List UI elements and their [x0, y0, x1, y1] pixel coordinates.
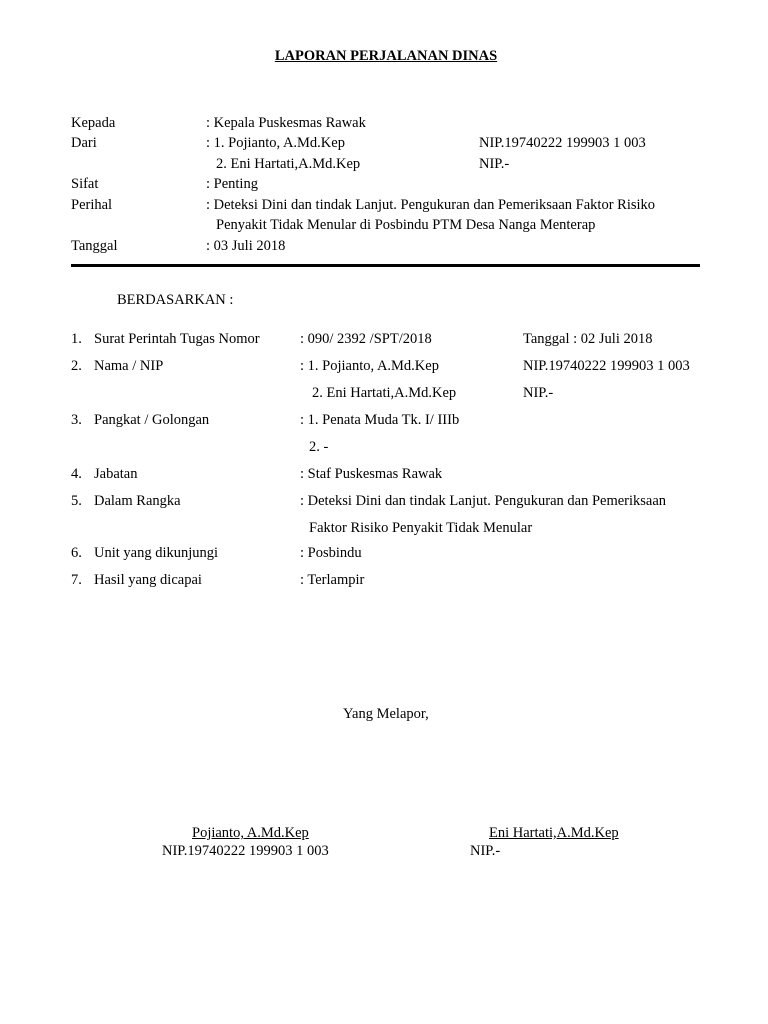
- sifat-value: : Penting: [206, 176, 258, 192]
- tanggal-label: Tanggal: [71, 238, 118, 254]
- item-4-number: 4.: [71, 466, 82, 482]
- sifat-label: Sifat: [71, 176, 99, 192]
- item-6-label: Unit yang dikunjungi: [94, 545, 219, 561]
- item-4-label: Jabatan: [94, 466, 138, 482]
- signer-2-nip: NIP.-: [470, 843, 501, 859]
- kepada-label: Kepada: [71, 115, 116, 131]
- item-3-label: Pangkat / Golongan: [94, 412, 210, 428]
- item-5-number: 5.: [71, 493, 82, 509]
- item-5-value-2: Faktor Risiko Penyakit Tidak Menular: [309, 520, 533, 536]
- tanggal-value: : 03 Juli 2018: [206, 238, 286, 254]
- item-5-value-1: : Deteksi Dini dan tindak Lanjut. Pengukuran dan Pemeriksaan: [300, 493, 667, 509]
- item-2-nip-1: NIP.19740222 199903 1 003: [523, 358, 690, 374]
- item-5-label: Dalam Rangka: [94, 493, 181, 509]
- item-7-number: 7.: [71, 572, 82, 588]
- item-1-number: 1.: [71, 331, 82, 347]
- item-2-number: 2.: [71, 358, 82, 374]
- signer-1-nip: NIP.19740222 199903 1 003: [162, 843, 329, 859]
- item-3-value-1: : 1. Penata Muda Tk. I/ IIIb: [300, 412, 460, 428]
- item-6-value: : Posbindu: [300, 545, 362, 561]
- dari-label: Dari: [71, 135, 97, 151]
- item-1-label: Surat Perintah Tugas Nomor: [94, 331, 260, 347]
- signer-2-name: Eni Hartati,A.Md.Kep: [489, 825, 619, 841]
- perihal-line-2: Penyakit Tidak Menular di Posbindu PTM Desa Nanga Menterap: [216, 217, 596, 233]
- item-2-label: Nama / NIP: [94, 358, 164, 374]
- item-1-date: Tanggal : 02 Juli 2018: [523, 331, 653, 347]
- item-7-value: : Terlampir: [300, 572, 365, 588]
- item-1-value: : 090/ 2392 /SPT/2018: [300, 331, 432, 347]
- yang-melapor-label: Yang Melapor,: [343, 706, 429, 722]
- item-3-number: 3.: [71, 412, 82, 428]
- item-7-label: Hasil yang dicapai: [94, 572, 202, 588]
- dari-2-nip: NIP.-: [479, 156, 510, 172]
- berdasarkan-heading: BERDASARKAN :: [117, 292, 234, 308]
- item-2-value-1: : 1. Pojianto, A.Md.Kep: [300, 358, 439, 374]
- dari-2: 2. Eni Hartati,A.Md.Kep: [216, 156, 361, 172]
- dari-1: : 1. Pojianto, A.Md.Kep: [206, 135, 345, 151]
- item-3-value-2: 2. -: [309, 439, 329, 455]
- document-title: LAPORAN PERJALANAN DINAS: [274, 48, 498, 64]
- perihal-label: Perihal: [71, 197, 113, 213]
- signer-1-name: Pojianto, A.Md.Kep: [192, 825, 309, 841]
- item-4-value: : Staf Puskesmas Rawak: [300, 466, 443, 482]
- kepada-value: : Kepala Puskesmas Rawak: [206, 115, 366, 131]
- dari-1-nip: NIP.19740222 199903 1 003: [479, 135, 646, 151]
- item-2-value-2: 2. Eni Hartati,A.Md.Kep: [312, 385, 457, 401]
- item-6-number: 6.: [71, 545, 82, 561]
- perihal-line-1: : Deteksi Dini dan tindak Lanjut. Pengukuran dan Pemeriksaan Faktor Risiko: [206, 197, 656, 213]
- item-2-nip-2: NIP.-: [523, 385, 554, 401]
- header-divider: [71, 264, 700, 267]
